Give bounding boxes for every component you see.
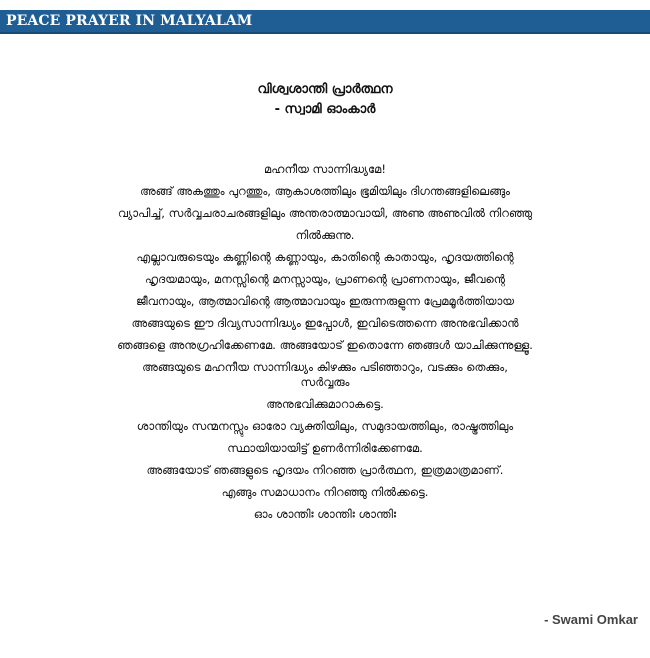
prayer-line: അങ്ങയോട് ഞങ്ങളുടെ ഹൃദയം നിറഞ്ഞ പ്രാർത്ഥന, ഇത്രമാത്രമാണ്. [146,463,504,477]
prayer-title: വിശ്വശാന്തി പ്രാർത്ഥന [257,82,393,97]
section-title: PEACE PRAYER IN MALYALAM [6,13,253,29]
prayer-line: എല്ലാവരുടെയും കണ്ണിന്റെ കണ്ണായും, കാതിന്റെ കാതായും, ഹൃദയത്തിന്റെ [136,250,514,264]
prayer-line: അങ്ങയുടെ ഈ ദിവ്യസാന്നിദ്ധ്യം ഇപ്പോൾ, ഇവിടെത്തന്നെ അനുഭവിക്കാൻ [131,316,519,330]
prayer-line: അങ്ങ് അകത്തും പുറത്തും, ആകാശത്തിലും ഭൂമിയിലും ദിഗന്തങ്ങളിലെങ്ങും [139,184,511,198]
prayer-line: വ്യാപിച്ച്, സർവ്വചരാചരങ്ങളിലും അന്തരാത്മാവായി, അണു അണുവിൽ നിറഞ്ഞു [117,206,533,220]
prayer-line: അങ്ങയുടെ മഹനീയ സാന്നിദ്ധ്യം കിഴക്കും പടിഞ്ഞാറും, വടക്കും തെക്കും, സർവ്വരും [142,360,508,389]
prayer-content [0,80,650,525]
signature: - Swami Omkar [544,612,638,627]
section-header-bar [0,10,650,34]
prayer-line: മഹനീയ സാന്നിദ്ധ്യമേ! [264,162,386,176]
prayer-line: നിൽക്കുന്നു. [295,228,355,242]
prayer-line: ഞങ്ങളെ അനുഗ്രഹിക്കേണമേ. അങ്ങയോട് ഇതൊന്നേ ഞങ്ങൾ യാചിക്കുന്നുള്ളൂ. [117,338,533,352]
prayer-line: ഹൃദയമായും, മനസ്സിന്റെ മനസ്സായും, പ്രാണന്റെ പ്രാണനായും, ജീവന്റെ [144,272,506,286]
prayer-body [0,158,650,525]
prayer-line: എങ്ങും സമാധാനം നിറഞ്ഞു നിൽക്കട്ടെ. [221,485,429,499]
prayer-line: ഓം ശാന്തിഃ ശാന്തിഃ ശാന്തിഃ [253,507,397,521]
prayer-line: ജീവനായും, ആത്മാവിന്റെ ആത്മാവായും ഇരുന്നരുളുന്ന പ്രേമമൂർത്തിയായ [135,294,515,308]
prayer-line: സ്ഥായിയായിട്ട് ഉണർന്നിരിക്കേണമേ. [227,441,423,455]
prayer-author: - സ്വാമി ഓംകാർ [274,102,376,117]
prayer-line: ശാന്തിയും സന്മനസ്സും ഓരോ വ്യക്തിയിലും, സമുദായത്തിലും, രാഷ്ട്രത്തിലും [136,419,514,433]
prayer-line: അനുഭവിക്കുമാറാകട്ടെ. [266,397,384,411]
